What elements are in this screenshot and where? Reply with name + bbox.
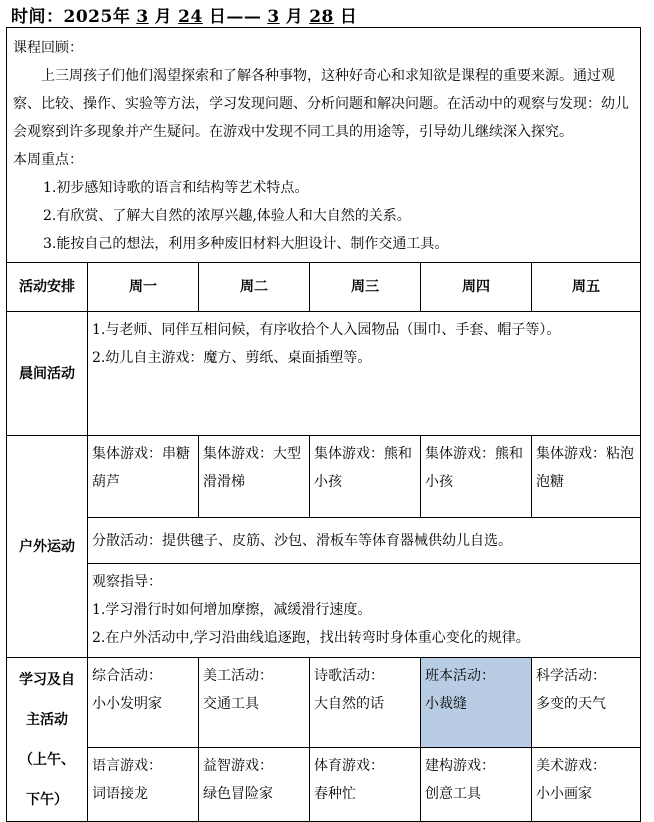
study-activity-friday (532, 658, 641, 748)
study-label-line: 学习及自 (19, 671, 75, 688)
outdoor-game-tuesday: 集体游戏：大型滑滑梯 (199, 436, 310, 518)
game-type: 建构游戏： (425, 758, 495, 774)
study-game-wednesday (310, 748, 421, 822)
morning-line: 2.幼儿自主游戏：魔方、剪纸、桌面插塑等。 (92, 350, 372, 366)
morning-row (7, 312, 641, 436)
activity-type: 班本活动： (425, 668, 495, 684)
activity-arrangement-label: 活动安排 (7, 263, 88, 312)
outdoor-game-monday: 集体游戏：串糖葫芦 (88, 436, 199, 518)
study-game-tuesday (199, 748, 310, 822)
activity-name: 交通工具 (203, 696, 259, 712)
outdoor-game-wednesday: 集体游戏：熊和小孩 (310, 436, 421, 518)
guide-line: 2.在户外活动中,学习沿曲线追逐跑，找出转弯时身体重心变化的规律。 (92, 630, 530, 646)
day-monday: 周一 (88, 263, 199, 312)
review-row (7, 28, 641, 263)
day-friday: 周五 (532, 263, 641, 312)
outdoor-games-row (7, 436, 641, 518)
study-activity-wednesday (310, 658, 421, 748)
study-activity-tuesday (199, 658, 310, 748)
start-month: 3 (136, 7, 149, 27)
end-day: 28 (309, 7, 334, 27)
day-thursday: 周四 (421, 263, 532, 312)
outdoor-guide-row (7, 564, 641, 658)
game-type: 语言游戏： (92, 758, 162, 774)
activity-name: 小裁缝 (425, 696, 467, 712)
activity-type: 美工活动： (203, 668, 273, 684)
month-char-1: 月 (154, 7, 173, 27)
outdoor-game-friday: 集体游戏：粘泡泡糖 (532, 436, 641, 518)
study-label (7, 658, 88, 822)
weekly-plan-table (6, 27, 641, 822)
morning-label: 晨间活动 (7, 312, 88, 436)
study-row-1 (7, 658, 641, 748)
study-label-line: 下午） (26, 791, 68, 808)
study-label-line: 主活动 (26, 711, 68, 728)
day-tuesday: 周二 (199, 263, 310, 312)
activity-type: 综合活动： (92, 668, 162, 684)
study-game-friday (532, 748, 641, 822)
focus-item: 2.有欣赏、了解大自然的浓厚兴趣,体验人和大自然的关系。 (43, 208, 411, 224)
game-name: 春种忙 (314, 786, 356, 802)
course-review-cell (7, 28, 641, 263)
game-name: 创意工具 (425, 786, 481, 802)
outdoor-label: 户外运动 (7, 436, 88, 658)
study-activity-monday (88, 658, 199, 748)
focus-item: 1.初步感知诗歌的语言和结构等艺术特点。 (43, 180, 309, 196)
focus-item: 3.能按自己的想法，利用多种废旧材料大胆设计、制作交通工具。 (43, 236, 449, 252)
activity-name: 小小发明家 (92, 696, 162, 712)
study-row-2 (7, 748, 641, 822)
scattered-activity: 分散活动：提供毽子、皮筋、沙包、滑板车等体育器械供幼儿自选。 (88, 518, 641, 564)
game-name: 绿色冒险家 (203, 786, 273, 802)
guide-line: 1.学习滑行时如何增加摩擦，减缓滑行速度。 (92, 602, 372, 618)
date-range-header (11, 2, 357, 27)
month-char-2: 月 (285, 7, 304, 27)
outdoor-scattered-row (7, 518, 641, 564)
review-paragraph: 上三周孩子们他们渴望探索和了解各种事物，这种好奇心和求知欲是课程的重要来源。通过观察、比较、操作、实验等方法，学习发现问题、分析问题和解决问题。在活动中的观察与发现：幼儿会观察到许多现象并产生疑问。在游戏中发现不同工具的用途等，引导幼儿继续深入探究。 (13, 68, 629, 140)
day-char: 日 (339, 7, 358, 27)
activity-type: 诗歌活动： (314, 668, 384, 684)
game-type: 益智游戏： (203, 758, 273, 774)
activity-type: 科学活动： (536, 668, 606, 684)
activity-name: 多变的天气 (536, 696, 606, 712)
day-wednesday: 周三 (310, 263, 421, 312)
focus-title: 本周重点： (13, 152, 83, 168)
game-name: 词语接龙 (92, 786, 148, 802)
end-month: 3 (267, 7, 280, 27)
outdoor-game-thursday: 集体游戏：熊和小孩 (421, 436, 532, 518)
review-title: 课程回顾： (13, 40, 83, 56)
guide-title: 观察指导： (92, 574, 162, 590)
observation-guide (88, 564, 641, 658)
activity-name: 大自然的话 (314, 696, 384, 712)
game-name: 小小画家 (536, 786, 592, 802)
start-day: 24 (178, 7, 203, 27)
day-header-row (7, 263, 641, 312)
day-dash: 日—— (208, 7, 262, 27)
date-prefix: 时间：2025年 (11, 7, 131, 27)
game-type: 美术游戏： (536, 758, 606, 774)
morning-line: 1.与老师、同伴互相问候，有序收拾个人入园物品（围巾、手套、帽子等）。 (92, 322, 561, 338)
study-game-thursday (421, 748, 532, 822)
game-type: 体育游戏： (314, 758, 384, 774)
study-label-line: （上午、 (19, 751, 75, 768)
study-activity-thursday-highlighted (421, 658, 532, 748)
study-game-monday (88, 748, 199, 822)
morning-content (88, 312, 641, 436)
